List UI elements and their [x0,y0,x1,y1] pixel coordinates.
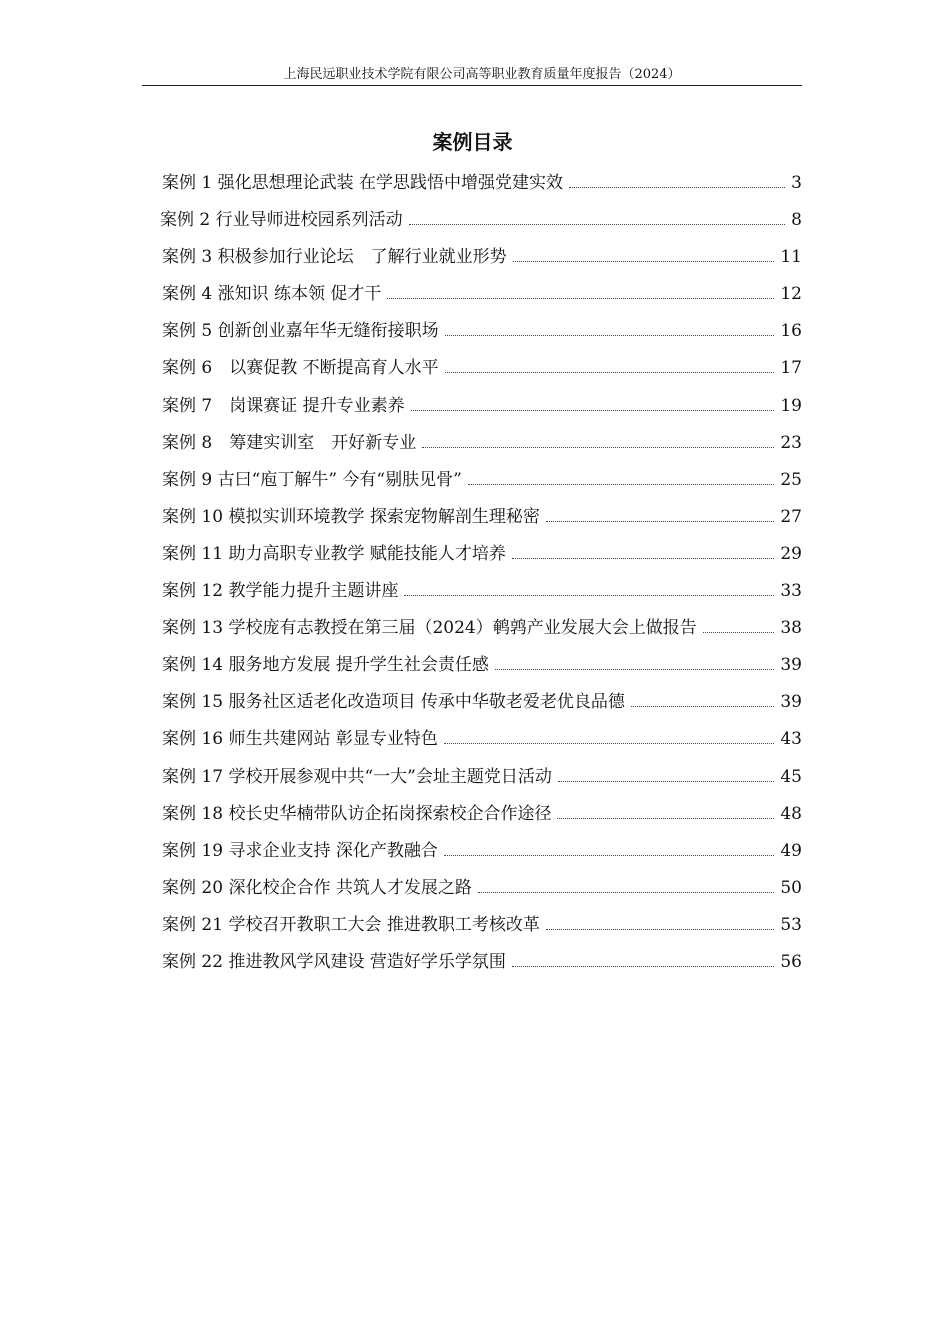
toc-entry-label: 案例 4 涨知识 练本领 促才干 [162,284,382,305]
toc-entry[interactable] [162,542,802,579]
dot-leader [703,632,775,633]
toc-entry-label: 案例 8 筹建实训室 开好新专业 [162,432,417,453]
toc-entry-label: 案例 13 学校庞有志教授在第三届（2024）鹌鹑产业发展大会上做报告 [162,618,697,639]
dot-leader [444,743,775,744]
toc-entry[interactable] [162,356,802,393]
toc-entry[interactable] [162,727,802,764]
toc-entry[interactable] [162,431,802,468]
dot-leader [409,224,786,225]
running-header-text: 上海民远职业技术学院有限公司高等职业教育质量年度报告（2024） [283,67,681,82]
dot-leader [512,558,775,559]
toc-entry-page: 8 [791,210,802,231]
dot-leader [445,372,775,373]
toc-entry[interactable] [162,616,802,653]
dot-leader [444,855,775,856]
dot-leader [631,706,775,707]
toc-entry-page: 29 [780,543,802,564]
toc-entry[interactable] [162,913,802,950]
toc-entry-page: 45 [780,766,802,787]
toc-entry-page: 25 [780,469,802,490]
toc-entry[interactable] [160,208,802,245]
toc-entry-label: 案例 12 教学能力提升主题讲座 [162,581,399,602]
toc-entry-label: 案例 18 校长史华楠带队访企拓岗探索校企合作途径 [162,803,552,824]
toc-entry[interactable] [162,690,802,727]
toc-entry-label: 案例 2 行业导师进校园系列活动 [160,210,403,231]
toc-entry-page: 53 [780,914,802,935]
toc-entry[interactable] [162,171,802,208]
toc-entry-label: 案例 17 学校开展参观中共“一大”会址主题党日活动 [162,766,552,787]
toc-entry-label: 案例 7 岗课赛证 提升专业素养 [162,395,405,416]
toc-entry[interactable] [162,319,802,356]
toc-entry-page: 39 [780,655,802,676]
toc-entry-label: 案例 11 助力高职专业教学 赋能技能人才培养 [162,543,506,564]
dot-leader [411,410,775,411]
toc-entry[interactable] [162,839,802,876]
toc-entry-page: 38 [780,618,802,639]
toc-entry-page: 48 [780,803,802,824]
toc-entry-label: 案例 16 师生共建网站 彰显专业特色 [162,729,438,750]
dot-leader [558,781,775,782]
toc-entry-label: 案例 1 强化思想理论武装 在学思践悟中增强党建实效 [162,173,564,193]
running-header [142,66,802,86]
dot-leader [422,447,774,448]
toc-entry-page: 3 [791,173,802,193]
toc-entry-page: 33 [780,581,802,602]
toc-entry[interactable] [162,579,802,616]
toc-entry[interactable] [162,394,802,431]
toc-entry-label: 案例 19 寻求企业支持 深化产教融合 [162,840,438,861]
toc-entry-page: 12 [780,284,802,305]
toc-entry[interactable] [162,765,802,802]
toc-entry-label: 案例 10 模拟实训环境教学 探索宠物解剖生理秘密 [162,506,540,527]
toc-entry-page: 23 [780,432,802,453]
toc-entry-page: 39 [780,692,802,713]
dot-leader [495,669,775,670]
toc-entry[interactable] [162,282,802,319]
dot-leader [468,484,775,485]
toc-entry[interactable] [162,653,802,690]
toc-entry-page: 50 [780,877,802,898]
toc-entry[interactable] [162,950,802,987]
toc-entry-page: 27 [780,506,802,527]
toc-entry-label: 案例 6 以赛促教 不断提高育人水平 [162,358,439,379]
toc-entry-page: 17 [780,358,802,379]
toc-entry[interactable] [162,505,802,542]
dot-leader [404,595,774,596]
toc-entry-page: 56 [780,951,802,972]
dot-leader [557,818,774,819]
toc-entry-page: 49 [780,840,802,861]
toc-entry-page: 19 [780,395,802,416]
dot-leader [512,966,775,967]
page-title: 案例目录 [432,130,513,154]
toc-entry-page: 43 [780,729,802,750]
toc-entry[interactable] [162,468,802,505]
toc-entry-label: 案例 21 学校召开教职工大会 推进教职工考核改革 [162,914,540,935]
dot-leader [478,892,775,893]
dot-leader [387,298,774,299]
toc-entry-label: 案例 14 服务地方发展 提升学生社会责任感 [162,655,489,676]
toc-entry-page: 11 [780,247,802,268]
toc-entry[interactable] [162,876,802,913]
toc-entry-page: 16 [780,321,802,342]
toc-entry-label: 案例 20 深化校企合作 共筑人才发展之路 [162,877,472,898]
toc-entry-label: 案例 5 创新创业嘉年华无缝衔接职场 [162,321,439,342]
toc-entry-label: 案例 22 推进教风学风建设 营造好学乐学氛围 [162,951,506,972]
table-of-contents [162,171,802,987]
toc-entry-label: 案例 15 服务社区适老化改造项目 传承中华敬老爱老优良品德 [162,692,625,713]
dot-leader [546,929,775,930]
dot-leader [546,521,775,522]
dot-leader [445,335,775,336]
toc-entry[interactable] [162,802,802,839]
dot-leader [513,261,775,262]
toc-entry-label: 案例 9 古曰“庖丁解牛” 今有“剔肤见骨” [162,469,462,490]
dot-leader [569,187,785,188]
toc-entry[interactable] [162,245,802,282]
toc-entry-label: 案例 3 积极参加行业论坛 了解行业就业形势 [162,247,507,268]
